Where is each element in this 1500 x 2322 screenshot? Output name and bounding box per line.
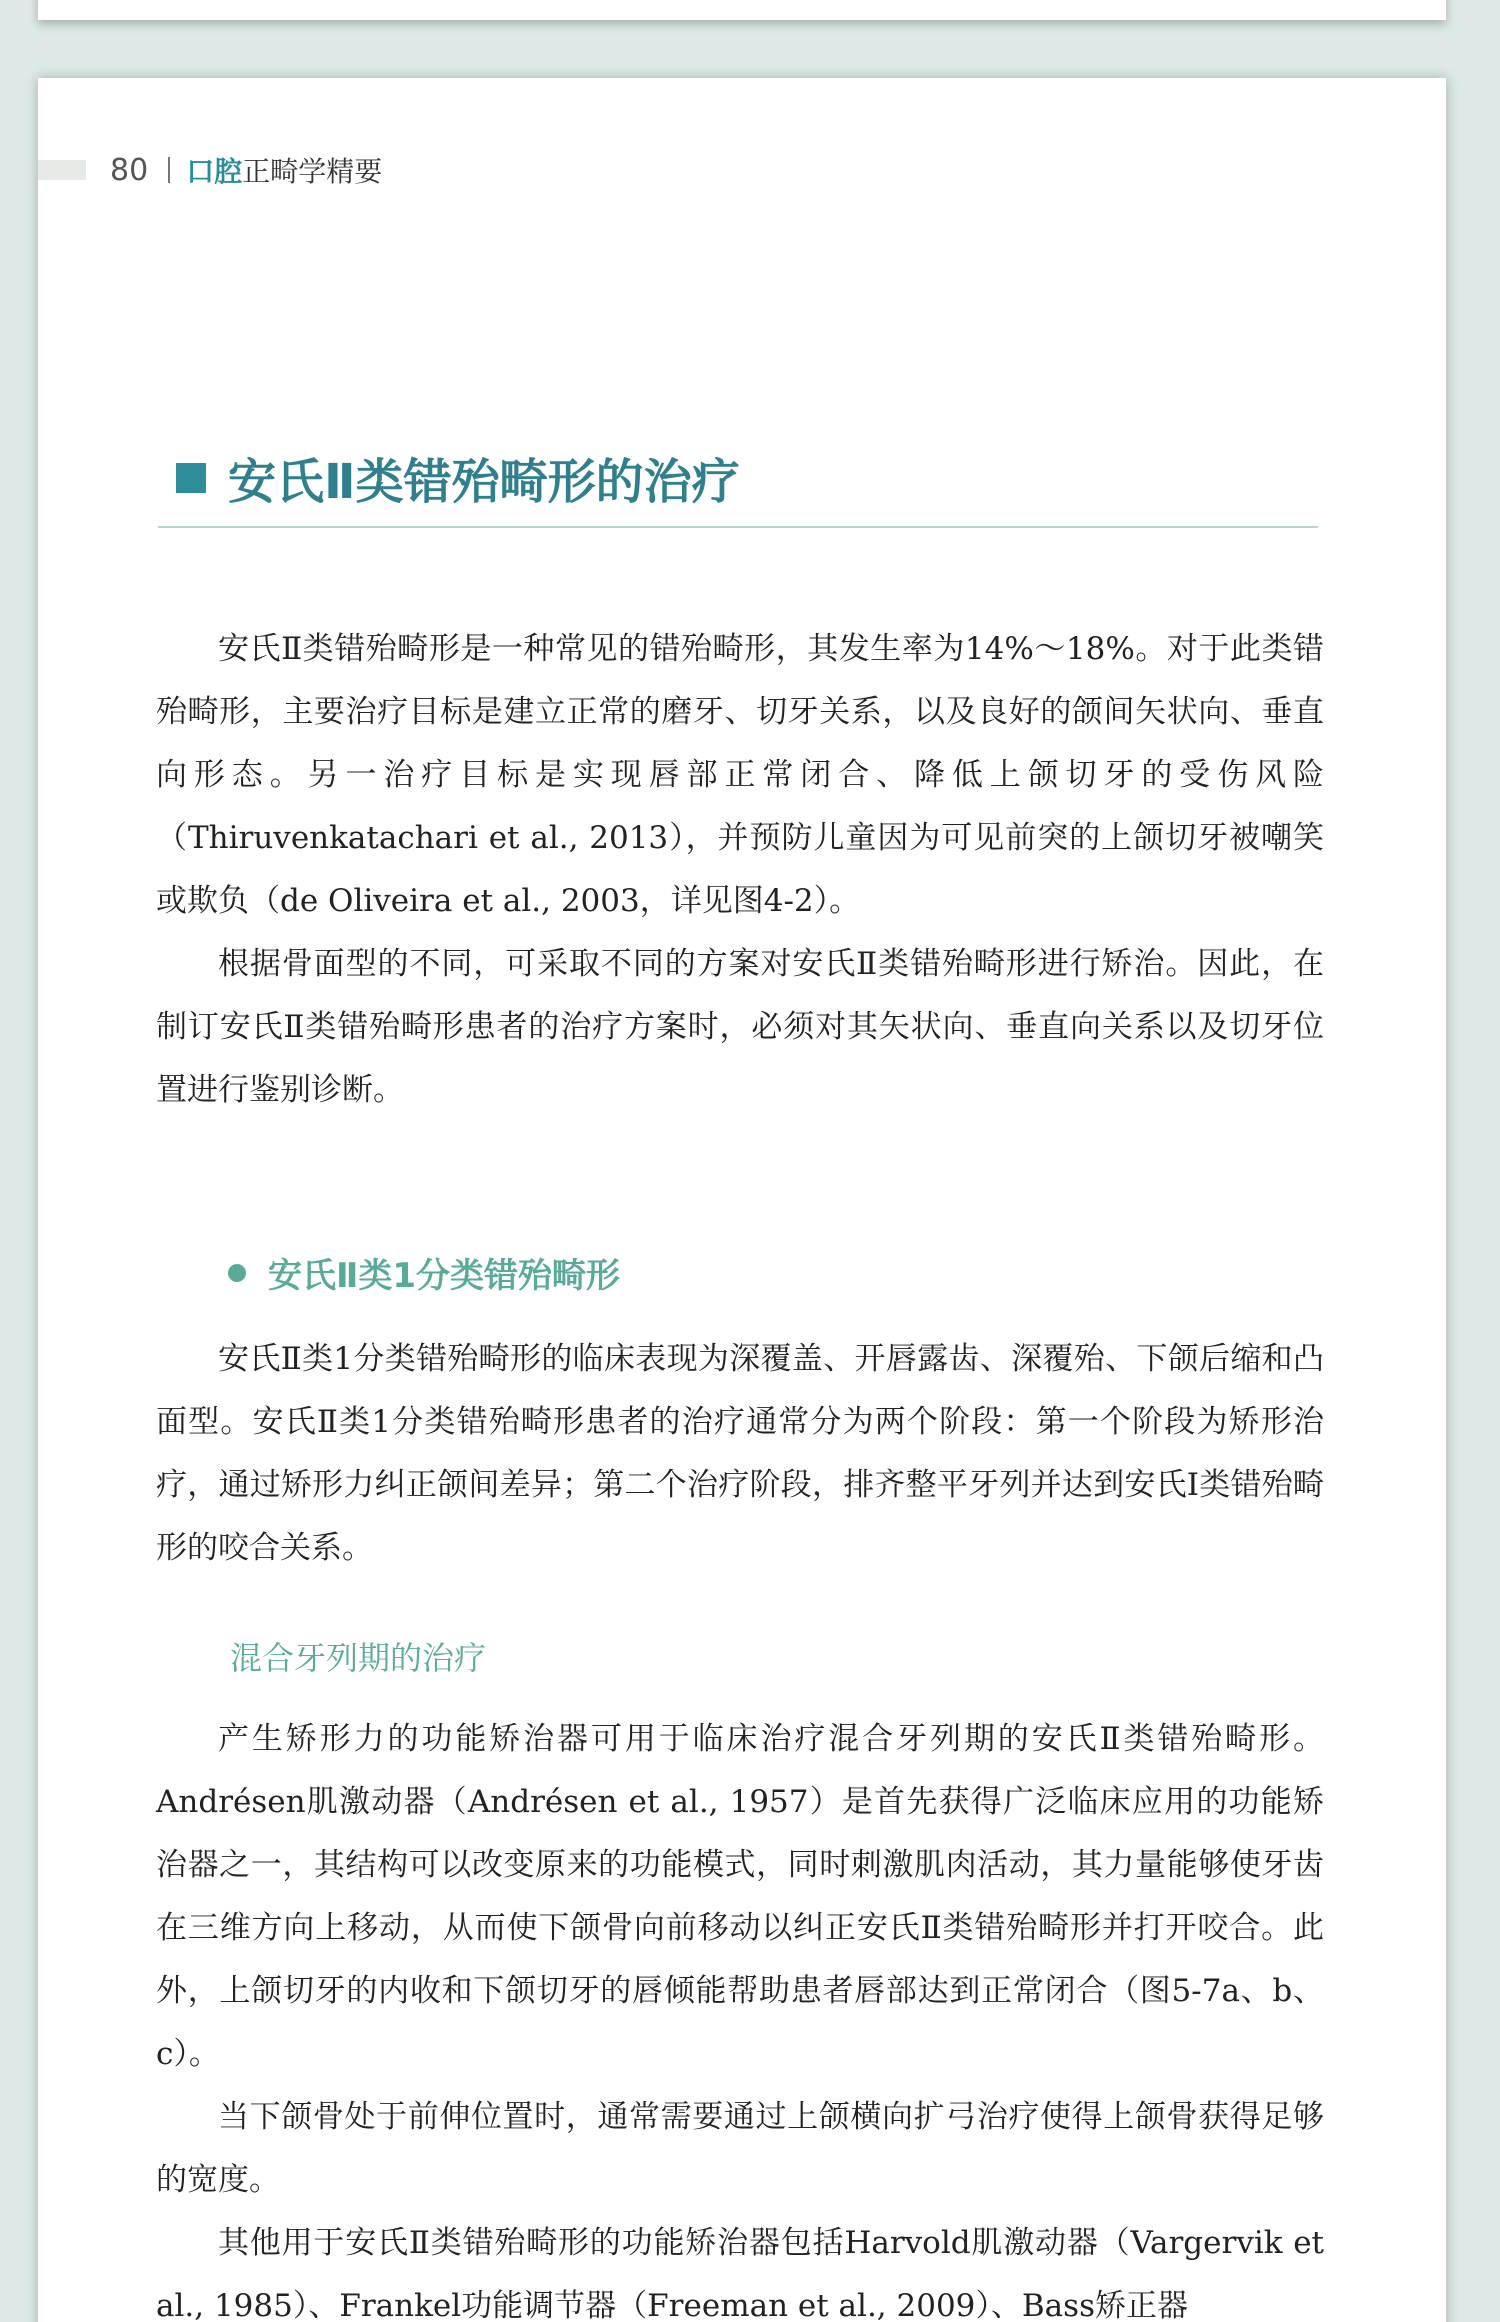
paragraph: 其他用于安氏Ⅱ类错殆畸形的功能矫治器包括Harvold肌激动器（Vargervik et al., 1985）、Frankel功能调节器（Freeman et al., 2009）、Bass矫正器 (156, 2225, 1324, 2322)
paragraph: 产生矫形力的功能矫治器可用于临床治疗混合牙列期的安氏Ⅱ类错殆畸形。Andrésen肌激动器（Andrésen et al., 1957）是首先获得广泛临床应用的功能矫治器之一，其结构可以改变原来的功能模式，同时刺激肌肉活动，其力量能够使牙齿在三维方向上移动，从而使下颌骨向前移动以纠正安氏Ⅱ类错殆畸形并打开咬合。此外，上颌切牙的内收和下颌切牙的唇倾能帮助患者唇部达到正常闭合（图5-7a、b、c）。 (156, 1721, 1324, 2072)
paragraph: 当下颌骨处于前伸位置时，通常需要通过上颌横向扩弓治疗使得上颌骨获得足够的宽度。 (156, 2099, 1324, 2198)
title-divider (158, 526, 1318, 528)
dot-bullet-icon (228, 1264, 246, 1282)
book-title-bold: 口腔 (186, 155, 243, 188)
running-header (38, 150, 382, 190)
paragraph: 安氏Ⅱ类1分类错殆畸形的临床表现为深覆盖、开唇露齿、深覆殆、下颌后缩和凸面型。安氏Ⅱ类1分类错殆畸形患者的治疗通常分为两个阶段：第一个阶段为矫形治疗，通过矫形力纠正颌间差异；第二个治疗阶段，排齐整平牙列并达到安氏Ⅰ类错殆畸形的咬合关系。 (156, 1341, 1324, 1566)
header-tab-bar (38, 160, 86, 180)
paragraph: 根据骨面型的不同，可采取不同的方案对安氏Ⅱ类错殆畸形进行矫治。因此，在制订安氏Ⅱ类错殆畸形患者的治疗方案时，必须对其矢状向、垂直向关系以及切牙位置进行鉴别诊断。 (156, 946, 1324, 1108)
subsection-text (156, 1328, 1324, 1580)
page-number: 80 (110, 152, 149, 188)
previous-page-edge (38, 0, 1446, 20)
book-title-rest: 正畸学精要 (242, 155, 383, 188)
header-separator (168, 157, 170, 183)
paragraph: 安氏Ⅱ类错殆畸形是一种常见的错殆畸形，其发生率为14%～18%。对于此类错殆畸形，主要治疗目标是建立正常的磨牙、切牙关系，以及良好的颌间矢状向、垂直向形态。另一治疗目标是实现唇部正常闭合、降低上颌切牙的受伤风险（Thiruvenkatachari et al., 2013），并预防儿童因为可见前突的上颌切牙被嘲笑或欺负（de Oliveira et al., 2003，详见图4-2）。 (156, 631, 1324, 919)
section-title (176, 443, 740, 512)
book-title (186, 150, 382, 190)
book-page (38, 78, 1446, 2322)
subsubsection-heading: 混合牙列期的治疗 (230, 1639, 487, 1677)
intro-text (156, 618, 1324, 1122)
square-bullet-icon (176, 463, 206, 493)
section-title-text: 安氏Ⅱ类错殆畸形的治疗 (228, 454, 740, 510)
subsection-heading-text: 安氏Ⅱ类1分类错殆畸形 (268, 1256, 621, 1296)
subsection-heading (228, 1248, 620, 1297)
subsubsection-text (156, 1708, 1324, 2322)
